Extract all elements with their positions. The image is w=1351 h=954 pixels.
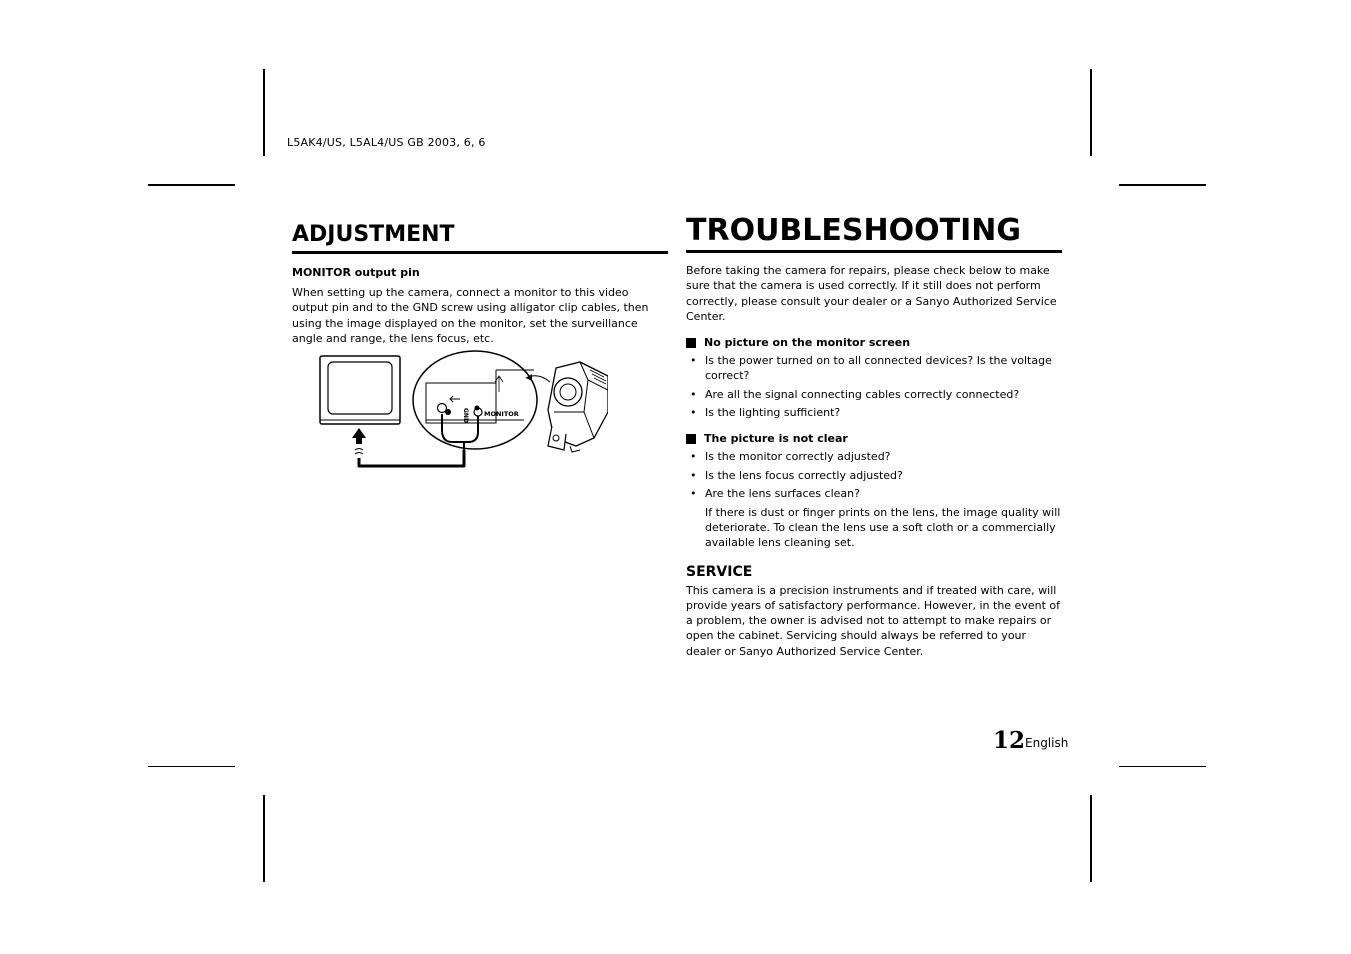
- troubleshooting-title: TROUBLESHOOTING: [686, 214, 1062, 253]
- list-item: • Are the lens surfaces clean?: [686, 486, 1062, 501]
- lens-cleaning-note: If there is dust or finger prints on the lens, the image quality will deteriorate. To clean the lens use a soft cloth or a commercially available lens cleaning set.: [705, 505, 1061, 550]
- service-title: SERVICE: [686, 563, 753, 580]
- no-picture-checklist: [686, 353, 1062, 420]
- monitor-icon: [320, 356, 400, 424]
- crop-mark: [263, 795, 265, 882]
- list-item: • Is the lens focus correctly adjusted?: [686, 468, 1062, 483]
- crop-mark: [1119, 184, 1206, 186]
- list-item: • Is the power turned on to all connected devices? Is the voltage correct?: [686, 353, 1062, 383]
- troubleshooting-section: [686, 214, 1062, 659]
- camera-icon: [548, 362, 608, 452]
- crop-mark: [148, 184, 235, 186]
- adjustment-section: [292, 222, 668, 346]
- page-language: English: [1025, 736, 1069, 750]
- no-picture-heading: No picture on the monitor screen: [686, 336, 1062, 349]
- square-bullet-icon: [686, 338, 696, 348]
- arrow-up-icon: [352, 428, 366, 454]
- troubleshooting-intro: Before taking the camera for repairs, please check below to make sure that the camera is used correctly. If it still does not perform correctly, please consult your dealer or a Sanyo Authorized Service Center.: [686, 264, 1057, 323]
- crop-mark: [263, 69, 265, 156]
- list-item: • Are all the signal connecting cables correctly connected?: [686, 387, 1062, 402]
- list-item: • Is the monitor correctly adjusted?: [686, 449, 1062, 464]
- crop-mark: [148, 766, 235, 767]
- gnd-label: GND: [462, 408, 469, 423]
- adjustment-body: When setting up the camera, connect a monitor to this video output pin and to the GND screw using alligator clip cables, then using the image displayed on the monitor, set the surveillance angle and range, the lens focus, etc.: [292, 286, 649, 345]
- adjustment-title: ADJUSTMENT: [292, 222, 668, 254]
- crop-mark: [1090, 795, 1092, 882]
- document-code: L5AK4/US, L5AL4/US GB 2003, 6, 6: [287, 136, 486, 149]
- crop-mark: [1119, 766, 1206, 767]
- picture-not-clear-heading: The picture is not clear: [686, 432, 1062, 445]
- monitor-connection-illustration: [318, 350, 608, 472]
- crop-mark: [1090, 69, 1092, 156]
- monitor-label: MONITOR: [484, 410, 519, 418]
- connector-detail: [413, 351, 537, 450]
- list-item: • Is the lighting sufficient?: [686, 405, 1062, 420]
- monitor-output-subheading: MONITOR output pin: [292, 266, 420, 279]
- square-bullet-icon: [686, 434, 696, 444]
- page-number: 12: [993, 727, 1026, 754]
- picture-not-clear-checklist: [686, 449, 1062, 501]
- service-body: This camera is a precision instruments and if treated with care, will provide years of satisfactory performance. However, in the event of a problem, the owner is advised not to attempt to make repairs or open the cabinet. Servicing should always be referred to your dealer or Sanyo Authorized Service Center.: [686, 583, 1060, 658]
